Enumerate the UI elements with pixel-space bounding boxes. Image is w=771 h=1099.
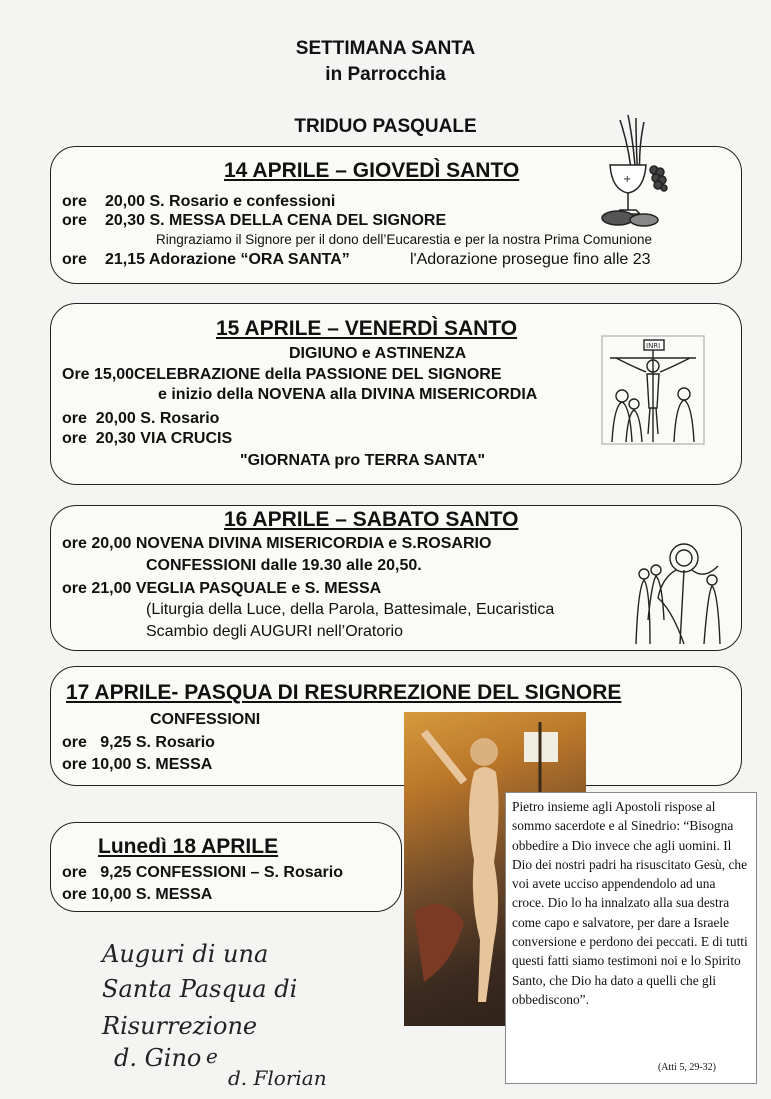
easter-greetings-note: Scambio degli AUGURI nell’Oratorio	[146, 623, 403, 640]
chalice-bread-grapes-illustration	[590, 110, 678, 230]
row-confession-times: CONFESSIONI dalle 19.30 alle 20,50.	[146, 557, 422, 574]
acts-quote-box	[505, 792, 757, 1084]
adoration-continues-note: l'Adorazione prosegue fino alle 23	[410, 251, 651, 268]
row-confessions-rosary: ore 9,25 CONFESSIONI – S. Rosario	[62, 864, 343, 881]
handwritten-conjunction: e	[206, 1044, 218, 1068]
row-ore-label: ore	[62, 212, 87, 229]
row-divine-mercy-novena: e inizio della NOVENA alla DIVINA MISERICORDIA	[158, 386, 538, 403]
header-week-title: SETTIMANA SANTA	[295, 38, 476, 59]
handwritten-greeting-line2: Santa Pasqua di	[102, 975, 298, 1003]
risen-christ-apostles-illustration	[630, 540, 722, 644]
row-ore-label: ore	[62, 193, 87, 210]
easter-monday-title: Lunedì 18 APRILE	[98, 835, 279, 858]
row-holy-hour: 21,15 Adorazione “ORA SANTA”	[105, 251, 350, 268]
handwritten-signature-florian: d. Florian	[228, 1066, 327, 1090]
header-triduum: TRIDUO PASQUALE	[294, 116, 477, 137]
easter-sunday-title: 17 APRILE- PASQUA DI RESURREZIONE DEL SIGNORE	[66, 681, 622, 704]
row-rosary: ore 20,00 S. Rosario	[62, 410, 220, 427]
confessions-label: CONFESSIONI	[150, 711, 261, 728]
row-holy-mass: ore 10,00 S. MESSA	[62, 886, 213, 903]
svg-text:+: +	[623, 174, 632, 185]
inri-sign: INRI	[646, 342, 661, 350]
crucifixion-illustration	[600, 334, 706, 446]
acts-quote-reference: (Atti 5, 29-32)	[657, 1061, 716, 1073]
holy-saturday-title: 16 APRILE – SABATO SANTO	[224, 508, 519, 531]
header-parish: in Parrocchia	[325, 64, 446, 85]
row-rosary: ore 9,25 S. Rosario	[62, 734, 215, 751]
handwritten-greeting-line1: Auguri di una	[102, 940, 269, 968]
holy-land-day: "GIORNATA pro TERRA SANTA"	[240, 452, 486, 469]
row-ore-label: ore	[62, 251, 87, 268]
good-friday-title: 15 APRILE – VENERDÌ SANTO	[216, 317, 518, 340]
row-novena-rosary: ore 20,00 NOVENA DIVINA MISERICORDIA e S.ROSARIO	[62, 535, 492, 552]
row-holy-mass: ore 10,00 S. MESSA	[62, 756, 213, 773]
row-via-crucis: ore 20,30 VIA CRUCIS	[62, 430, 233, 447]
acts-quote-text: Pietro insieme agli Apostoli rispose al sommo sacerdote e al Sinedrio: “Bisogna obbedire a Dio invece che agli uomini. Il Dio dei nostri padri ha risuscitato Gesù, che voi avete ucciso appendendolo ad una croce. Dio lo ha innalzato alla sua destra come capo e salvatore, per dare a Israele conversione e perdono dei peccati. E di tutti questi fatti siamo testimoni noi e lo Spirito Santo, che Dio ha dato a quelli che gli obbediscono”.	[512, 799, 748, 1007]
handwritten-greeting-line3: Risurrezione	[102, 1012, 258, 1040]
row-last-supper-mass: 20,30 S. MESSA DELLA CENA DEL SIGNORE	[105, 212, 447, 229]
row-easter-vigil: ore 21,00 VEGLIA PASQUALE e S. MESSA	[62, 580, 382, 597]
handwritten-signature-gino: d. Gino	[114, 1044, 202, 1072]
row-rosary-confessions: 20,00 S. Rosario e confessioni	[105, 193, 336, 210]
liturgy-note: (Liturgia della Luce, della Parola, Battesimale, Eucaristica	[146, 601, 555, 618]
eucharist-note: Ringraziamo il Signore per il dono dell’Eucarestia e per la nostra Prima Comunione	[156, 232, 652, 247]
holy-thursday-title: 14 APRILE – GIOVEDÌ SANTO	[224, 159, 520, 182]
row-passion-celebration: Ore 15,00CELEBRAZIONE della PASSIONE DEL SIGNORE	[62, 366, 502, 383]
fasting-abstinence: DIGIUNO e ASTINENZA	[289, 345, 467, 362]
